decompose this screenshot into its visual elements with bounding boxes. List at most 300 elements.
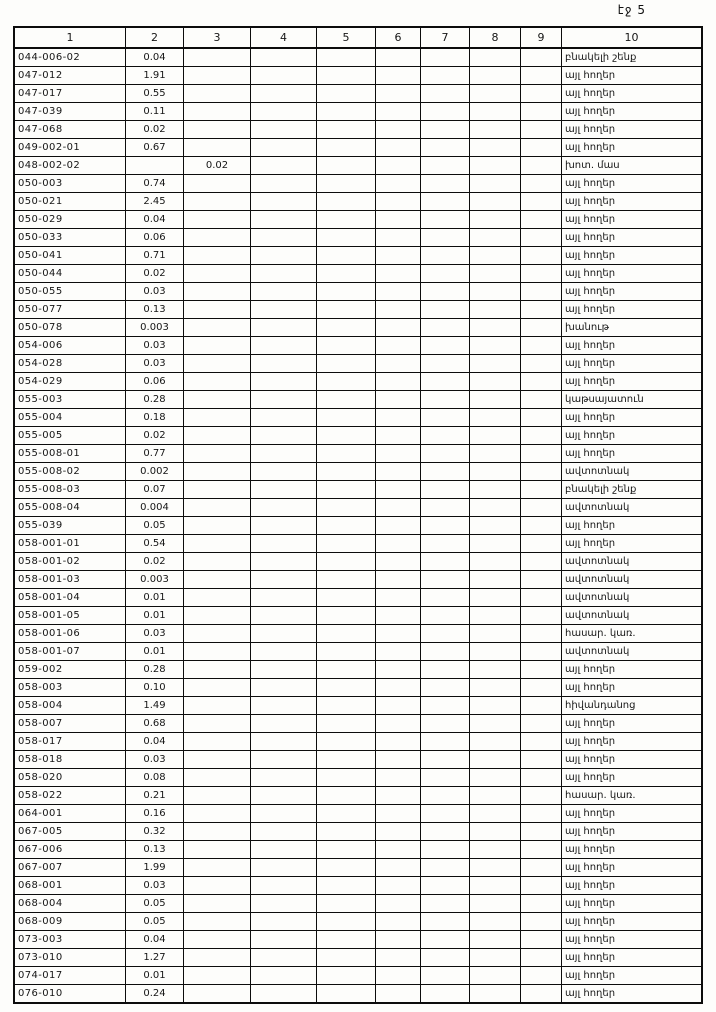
land-use-cell: այլ հողեր: [562, 301, 702, 319]
land-use-cell: ավտոտնակ: [562, 607, 702, 625]
value-cell: [470, 301, 521, 319]
value-cell: [184, 337, 251, 355]
value-cell: [521, 103, 562, 121]
value-cell: [376, 769, 421, 787]
value-cell: [470, 247, 521, 265]
value-cell: 0.003: [126, 571, 184, 589]
value-cell: [521, 445, 562, 463]
value-cell: [251, 175, 317, 193]
value-cell: 0.54: [126, 535, 184, 553]
column-header: 1: [15, 28, 126, 49]
value-cell: [317, 841, 376, 859]
value-cell: [521, 481, 562, 499]
parcel-code-cell: 050-044: [15, 265, 126, 283]
value-cell: [317, 409, 376, 427]
value-cell: [470, 823, 521, 841]
parcel-code-cell: 044-006-02: [15, 48, 126, 67]
value-cell: 0.02: [126, 121, 184, 139]
value-cell: 0.03: [126, 283, 184, 301]
value-cell: [470, 427, 521, 445]
value-cell: 0.01: [126, 607, 184, 625]
value-cell: [376, 859, 421, 877]
value-cell: [251, 877, 317, 895]
value-cell: [470, 211, 521, 229]
value-cell: [251, 517, 317, 535]
value-cell: [470, 985, 521, 1003]
value-cell: [470, 229, 521, 247]
parcel-code-cell: 055-008-03: [15, 481, 126, 499]
land-use-cell: այլ հողեր: [562, 445, 702, 463]
table-row: [15, 571, 702, 589]
value-cell: [251, 985, 317, 1003]
column-header: 3: [184, 28, 251, 49]
value-cell: [521, 337, 562, 355]
parcel-code-cell: 074-017: [15, 967, 126, 985]
value-cell: 0.67: [126, 139, 184, 157]
value-cell: [251, 445, 317, 463]
column-header: 9: [521, 28, 562, 49]
value-cell: [421, 499, 470, 517]
value-cell: [470, 877, 521, 895]
value-cell: [184, 103, 251, 121]
table-row: [15, 265, 702, 283]
parcel-code-cell: 068-004: [15, 895, 126, 913]
land-use-cell: այլ հողեր: [562, 859, 702, 877]
value-cell: 0.01: [126, 643, 184, 661]
value-cell: [470, 859, 521, 877]
parcel-code-cell: 058-001-02: [15, 553, 126, 571]
value-cell: [317, 319, 376, 337]
value-cell: [317, 48, 376, 67]
value-cell: [317, 193, 376, 211]
value-cell: [184, 319, 251, 337]
value-cell: [251, 247, 317, 265]
value-cell: 0.11: [126, 103, 184, 121]
land-use-cell: այլ հողեր: [562, 355, 702, 373]
table-row: [15, 409, 702, 427]
value-cell: [421, 193, 470, 211]
parcel-code-cell: 058-001-04: [15, 589, 126, 607]
value-cell: [521, 319, 562, 337]
value-cell: [317, 337, 376, 355]
value-cell: [251, 355, 317, 373]
value-cell: [317, 535, 376, 553]
value-cell: [421, 805, 470, 823]
value-cell: [421, 607, 470, 625]
parcel-code-cell: 050-078: [15, 319, 126, 337]
value-cell: 0.02: [126, 427, 184, 445]
land-use-cell: այլ հողեր: [562, 229, 702, 247]
value-cell: [376, 643, 421, 661]
value-cell: [251, 895, 317, 913]
value-cell: [184, 589, 251, 607]
value-cell: [376, 229, 421, 247]
value-cell: [521, 121, 562, 139]
land-use-cell: այլ հողեր: [562, 535, 702, 553]
value-cell: [376, 625, 421, 643]
parcel-code-cell: 054-006: [15, 337, 126, 355]
value-cell: [470, 283, 521, 301]
table-header: [15, 28, 702, 49]
value-cell: [470, 481, 521, 499]
value-cell: 0.05: [126, 913, 184, 931]
value-cell: [421, 157, 470, 175]
land-use-cell: այլ հողեր: [562, 247, 702, 265]
value-cell: 0.06: [126, 229, 184, 247]
value-cell: [317, 211, 376, 229]
table-row: [15, 157, 702, 175]
land-use-cell: ավտոտնակ: [562, 463, 702, 481]
value-cell: [184, 193, 251, 211]
value-cell: [521, 877, 562, 895]
value-cell: [421, 85, 470, 103]
value-cell: [317, 661, 376, 679]
value-cell: [184, 931, 251, 949]
land-use-cell: այլ հողեր: [562, 121, 702, 139]
value-cell: [421, 679, 470, 697]
value-cell: [470, 265, 521, 283]
value-cell: [421, 247, 470, 265]
table-row: [15, 463, 702, 481]
value-cell: [521, 247, 562, 265]
value-cell: [184, 229, 251, 247]
value-cell: [421, 337, 470, 355]
parcel-code-cell: 058-003: [15, 679, 126, 697]
data-table: [14, 27, 702, 1003]
table-row: [15, 805, 702, 823]
value-cell: 0.04: [126, 211, 184, 229]
parcel-code-cell: 055-004: [15, 409, 126, 427]
value-cell: 0.16: [126, 805, 184, 823]
value-cell: [421, 895, 470, 913]
land-use-cell: այլ հողեր: [562, 661, 702, 679]
table-row: [15, 319, 702, 337]
value-cell: [376, 67, 421, 85]
value-cell: [376, 751, 421, 769]
value-cell: [521, 661, 562, 679]
value-cell: [376, 319, 421, 337]
value-cell: [421, 967, 470, 985]
land-use-cell: այլ հողեր: [562, 409, 702, 427]
value-cell: [470, 499, 521, 517]
value-cell: 0.04: [126, 931, 184, 949]
value-cell: [184, 751, 251, 769]
value-cell: [317, 751, 376, 769]
value-cell: [521, 265, 562, 283]
value-cell: [251, 733, 317, 751]
table-row: [15, 355, 702, 373]
parcel-code-cell: 058-001-05: [15, 607, 126, 625]
value-cell: [421, 985, 470, 1003]
land-use-cell: այլ հողեր: [562, 895, 702, 913]
value-cell: 0.04: [126, 48, 184, 67]
table-row: [15, 229, 702, 247]
value-cell: [521, 913, 562, 931]
value-cell: [251, 643, 317, 661]
value-cell: [521, 211, 562, 229]
value-cell: [184, 733, 251, 751]
land-use-cell: ավտոտնակ: [562, 553, 702, 571]
value-cell: 0.002: [126, 463, 184, 481]
parcel-code-cell: 058-022: [15, 787, 126, 805]
value-cell: [470, 715, 521, 733]
value-cell: [376, 571, 421, 589]
value-cell: [251, 265, 317, 283]
table-row: [15, 661, 702, 679]
value-cell: [317, 355, 376, 373]
value-cell: 0.03: [126, 337, 184, 355]
value-cell: [421, 301, 470, 319]
value-cell: [470, 805, 521, 823]
value-cell: [317, 121, 376, 139]
value-cell: [184, 355, 251, 373]
land-use-cell: այլ հողեր: [562, 283, 702, 301]
value-cell: [521, 499, 562, 517]
value-cell: [376, 121, 421, 139]
value-cell: [126, 157, 184, 175]
value-cell: [317, 787, 376, 805]
value-cell: [521, 67, 562, 85]
value-cell: 0.05: [126, 517, 184, 535]
table-row: [15, 859, 702, 877]
value-cell: [470, 373, 521, 391]
parcel-code-cell: 049-002-01: [15, 139, 126, 157]
value-cell: [184, 949, 251, 967]
value-cell: [470, 535, 521, 553]
value-cell: [421, 661, 470, 679]
value-cell: [251, 103, 317, 121]
column-header: 5: [317, 28, 376, 49]
value-cell: [184, 769, 251, 787]
value-cell: 0.21: [126, 787, 184, 805]
value-cell: [317, 373, 376, 391]
value-cell: [521, 589, 562, 607]
land-use-cell: ավտոտնակ: [562, 643, 702, 661]
value-cell: [251, 427, 317, 445]
value-cell: [184, 571, 251, 589]
value-cell: [317, 769, 376, 787]
value-cell: [521, 769, 562, 787]
value-cell: [184, 409, 251, 427]
value-cell: [376, 391, 421, 409]
value-cell: [317, 553, 376, 571]
value-cell: [251, 481, 317, 499]
table-row: [15, 607, 702, 625]
value-cell: [421, 445, 470, 463]
table-row: [15, 643, 702, 661]
value-cell: [251, 607, 317, 625]
land-use-cell: այլ հողեր: [562, 769, 702, 787]
table-row: [15, 877, 702, 895]
value-cell: [317, 931, 376, 949]
value-cell: [184, 175, 251, 193]
value-cell: 0.04: [126, 733, 184, 751]
value-cell: [317, 679, 376, 697]
value-cell: [184, 517, 251, 535]
parcel-code-cell: 058-018: [15, 751, 126, 769]
parcel-code-cell: 055-005: [15, 427, 126, 445]
value-cell: [184, 48, 251, 67]
land-use-cell: այլ հողեր: [562, 175, 702, 193]
land-use-cell: բնակելի շենք: [562, 481, 702, 499]
land-use-cell: հասար. կառ.: [562, 625, 702, 643]
land-use-cell: այլ հողեր: [562, 517, 702, 535]
value-cell: [376, 535, 421, 553]
value-cell: [421, 823, 470, 841]
value-cell: [317, 247, 376, 265]
value-cell: [184, 535, 251, 553]
value-cell: [317, 499, 376, 517]
value-cell: [521, 48, 562, 67]
value-cell: 0.07: [126, 481, 184, 499]
value-cell: 0.08: [126, 769, 184, 787]
table-row: [15, 949, 702, 967]
value-cell: [421, 517, 470, 535]
parcel-code-cell: 048-002-02: [15, 157, 126, 175]
value-cell: [317, 877, 376, 895]
value-cell: [251, 391, 317, 409]
value-cell: [421, 211, 470, 229]
table-container: [14, 27, 702, 1003]
table-row: [15, 697, 702, 715]
value-cell: [184, 607, 251, 625]
value-cell: [421, 139, 470, 157]
value-cell: [251, 661, 317, 679]
value-cell: [521, 409, 562, 427]
table-row: [15, 931, 702, 949]
value-cell: 0.55: [126, 85, 184, 103]
value-cell: [521, 715, 562, 733]
value-cell: [184, 877, 251, 895]
value-cell: [421, 175, 470, 193]
table-row: [15, 625, 702, 643]
value-cell: [251, 769, 317, 787]
value-cell: 0.01: [126, 967, 184, 985]
land-use-cell: այլ հողեր: [562, 193, 702, 211]
value-cell: [184, 373, 251, 391]
value-cell: [421, 913, 470, 931]
value-cell: [521, 841, 562, 859]
value-cell: [521, 751, 562, 769]
value-cell: [376, 481, 421, 499]
table-row: [15, 103, 702, 121]
value-cell: 1.27: [126, 949, 184, 967]
value-cell: [421, 481, 470, 499]
value-cell: [376, 103, 421, 121]
parcel-code-cell: 054-028: [15, 355, 126, 373]
value-cell: [521, 967, 562, 985]
value-cell: 0.13: [126, 841, 184, 859]
table-row: [15, 247, 702, 265]
value-cell: [376, 949, 421, 967]
value-cell: [470, 895, 521, 913]
value-cell: [521, 463, 562, 481]
value-cell: 0.68: [126, 715, 184, 733]
value-cell: [317, 643, 376, 661]
value-cell: [470, 103, 521, 121]
land-use-cell: այլ հողեր: [562, 841, 702, 859]
value-cell: [421, 48, 470, 67]
value-cell: [251, 301, 317, 319]
value-cell: [521, 355, 562, 373]
value-cell: [376, 913, 421, 931]
land-use-cell: այլ հողեր: [562, 931, 702, 949]
parcel-code-cell: 050-041: [15, 247, 126, 265]
value-cell: [470, 48, 521, 67]
land-use-cell: հիվանդանոց: [562, 697, 702, 715]
value-cell: [184, 643, 251, 661]
value-cell: [470, 949, 521, 967]
land-use-cell: այլ հողեր: [562, 877, 702, 895]
value-cell: [521, 139, 562, 157]
value-cell: [317, 697, 376, 715]
column-header: 2: [126, 28, 184, 49]
land-use-cell: հասար. կառ.: [562, 787, 702, 805]
value-cell: [421, 121, 470, 139]
value-cell: [376, 373, 421, 391]
value-cell: [251, 841, 317, 859]
value-cell: [521, 679, 562, 697]
value-cell: [470, 733, 521, 751]
value-cell: [376, 499, 421, 517]
parcel-code-cell: 059-002: [15, 661, 126, 679]
value-cell: [376, 985, 421, 1003]
value-cell: [470, 121, 521, 139]
value-cell: 0.74: [126, 175, 184, 193]
value-cell: [470, 913, 521, 931]
value-cell: 0.02: [126, 265, 184, 283]
land-use-cell: կաթսայատուն: [562, 391, 702, 409]
value-cell: [184, 481, 251, 499]
parcel-code-cell: 073-010: [15, 949, 126, 967]
value-cell: [251, 625, 317, 643]
parcel-code-cell: 058-007: [15, 715, 126, 733]
table-row: [15, 193, 702, 211]
value-cell: [470, 931, 521, 949]
value-cell: [421, 265, 470, 283]
value-cell: [251, 913, 317, 931]
value-cell: [421, 409, 470, 427]
value-cell: [521, 931, 562, 949]
value-cell: 0.03: [126, 751, 184, 769]
value-cell: [184, 85, 251, 103]
table-body: [15, 48, 702, 1003]
value-cell: [251, 823, 317, 841]
value-cell: [521, 427, 562, 445]
parcel-code-cell: 050-003: [15, 175, 126, 193]
value-cell: [184, 211, 251, 229]
table-row: [15, 499, 702, 517]
value-cell: 0.28: [126, 391, 184, 409]
parcel-code-cell: 050-029: [15, 211, 126, 229]
value-cell: [251, 805, 317, 823]
table-row: [15, 517, 702, 535]
value-cell: [251, 319, 317, 337]
value-cell: [251, 157, 317, 175]
value-cell: 1.99: [126, 859, 184, 877]
value-cell: [184, 463, 251, 481]
value-cell: [376, 517, 421, 535]
land-use-cell: այլ հողեր: [562, 139, 702, 157]
value-cell: [376, 157, 421, 175]
value-cell: [317, 445, 376, 463]
value-cell: [376, 823, 421, 841]
value-cell: [521, 391, 562, 409]
value-cell: [184, 697, 251, 715]
land-use-cell: այլ հողեր: [562, 373, 702, 391]
value-cell: 0.03: [126, 877, 184, 895]
value-cell: [184, 805, 251, 823]
